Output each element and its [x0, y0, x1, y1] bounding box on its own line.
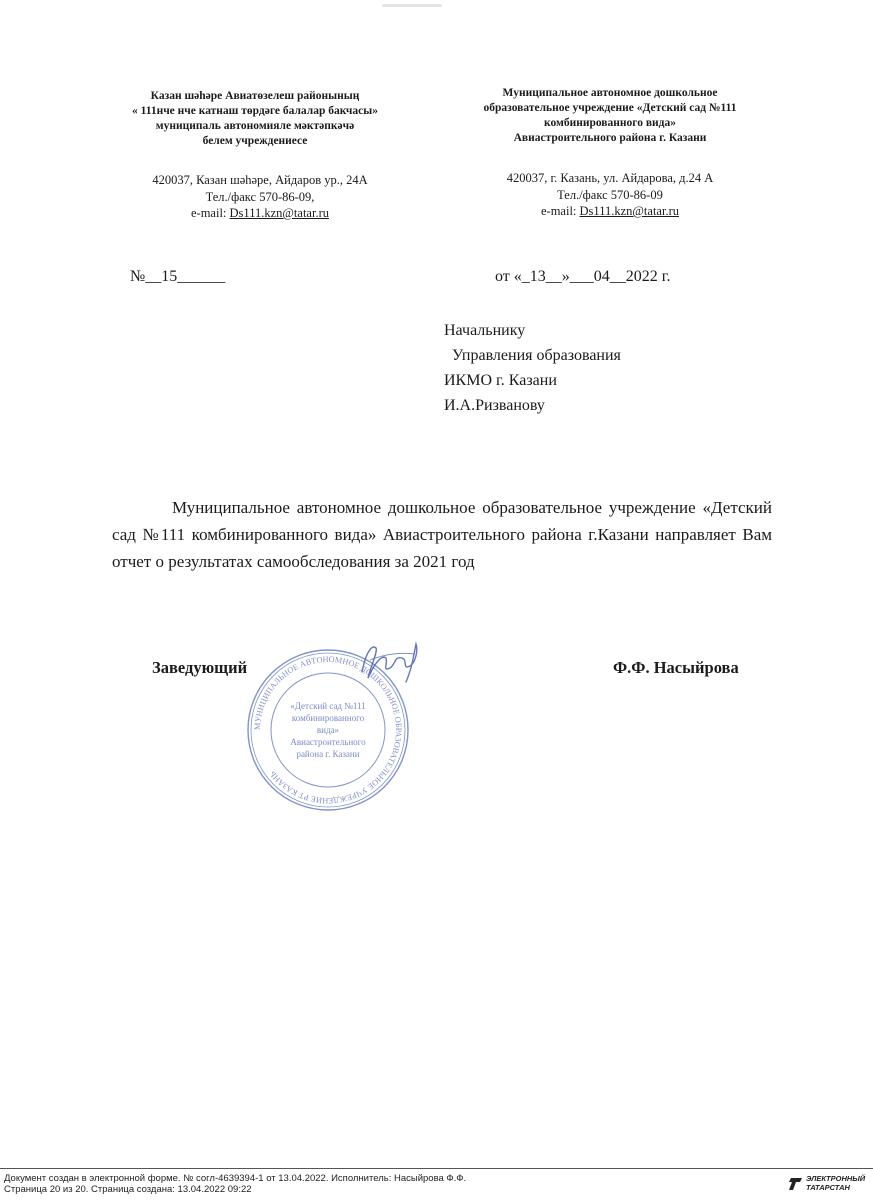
stamp-line5: района г. Казани [296, 749, 360, 759]
stamp-outer-text: МУНИЦИПАЛЬНОЕ АВТОНОМНОЕ ДОШКОЛЬНОЕ ОБРАЗОВАТЕЛЬНОЕ УЧРЕЖДЕНИЕ РТ КАЗАНЬ [252, 654, 404, 806]
footer-text [4, 1173, 466, 1195]
stamp-line2: комбинированного [291, 713, 365, 723]
document-number: №__15______ [130, 268, 226, 285]
handwritten-signature [356, 638, 426, 688]
header-right-line3: комбинированного вида» [543, 117, 676, 129]
email-left-row [115, 205, 405, 222]
email-link-left[interactable]: Ds111.kzn@tatar.ru [229, 206, 329, 220]
stamp-line4: Авиастроительного [290, 737, 366, 747]
logo-text [806, 1175, 865, 1192]
signer-name: Ф.Ф. Насыйрова [613, 658, 739, 677]
email-link-right[interactable]: Ds111.kzn@tatar.ru [579, 204, 679, 218]
logo-mark-icon [788, 1176, 804, 1192]
header-right-line2: образовательное учреждение «Детский сад №111 [483, 102, 737, 114]
addressee [444, 318, 621, 418]
contacts-left [115, 172, 405, 222]
logo-line2: ТАТАРСТАН [806, 1182, 850, 1192]
email-label-left: e-mail: [191, 206, 230, 220]
addressee-line4: И.А.Ризванову [444, 397, 545, 414]
electronic-tatarstan-logo [788, 1175, 868, 1195]
header-left-line2: « 111нче нче катнаш төрдәге балалар бакчасы» [131, 105, 379, 117]
stamp-line3: вида» [316, 725, 340, 735]
phone-right: Тел./факс 570-86-09 [557, 187, 663, 202]
scan-smudge [382, 4, 442, 7]
addressee-line3: ИКМО г. Казани [444, 372, 557, 389]
phone-left: Тел./факс 570-86-09, [205, 189, 315, 204]
address-left: 420037, Казан шәһәре, Айдаров ур., 24А [152, 173, 368, 187]
stamp-line1: «Детский сад №111 [290, 701, 366, 711]
header-left [110, 89, 400, 149]
address-right: 420037, г. Казань, ул. Айдарова, д.24 А [506, 171, 714, 185]
header-right-line1: Муниципальное автономное дошкольное [502, 87, 718, 99]
footer-line1: Документ создан в электронной форме. № согл-4639394-1 от 13.04.2022. Исполнитель: Насыйрова Ф.Ф. [4, 1173, 467, 1184]
header-right-line4: Авиастроительного района г. Казани [513, 132, 707, 144]
header-left-line1: Казан шәһәре Авиатөзелеш районының [150, 90, 360, 102]
footer-line2: Страница 20 из 20. Страница создана: 13.04.2022 09:22 [4, 1184, 252, 1195]
header-right [455, 86, 765, 146]
footer-divider [0, 1168, 873, 1169]
header-left-line4: белем учреждениесе [202, 135, 308, 147]
contacts-right [455, 170, 765, 220]
email-label-right: e-mail: [541, 204, 580, 218]
document-date: от «_13__»___04__2022 г. [495, 268, 671, 285]
addressee-line1: Начальнику [444, 322, 526, 339]
addressee-line2: Управления образования [452, 347, 621, 364]
header-left-line3: муниципаль автономияле мәктәпкәчә [155, 120, 355, 132]
body-text: Муниципальное автономное дошкольное образовательное учреждение «Детский сад №111 комбинированного вида» Авиастроительного района г.Казани направляет Вам отчет о результатах самообследования за 2021 год [112, 498, 772, 571]
signer-title: Заведующий [152, 658, 248, 677]
logo-line1: ЭЛЕКТРОННЫЙ [806, 1174, 866, 1183]
email-right-row [455, 203, 765, 220]
